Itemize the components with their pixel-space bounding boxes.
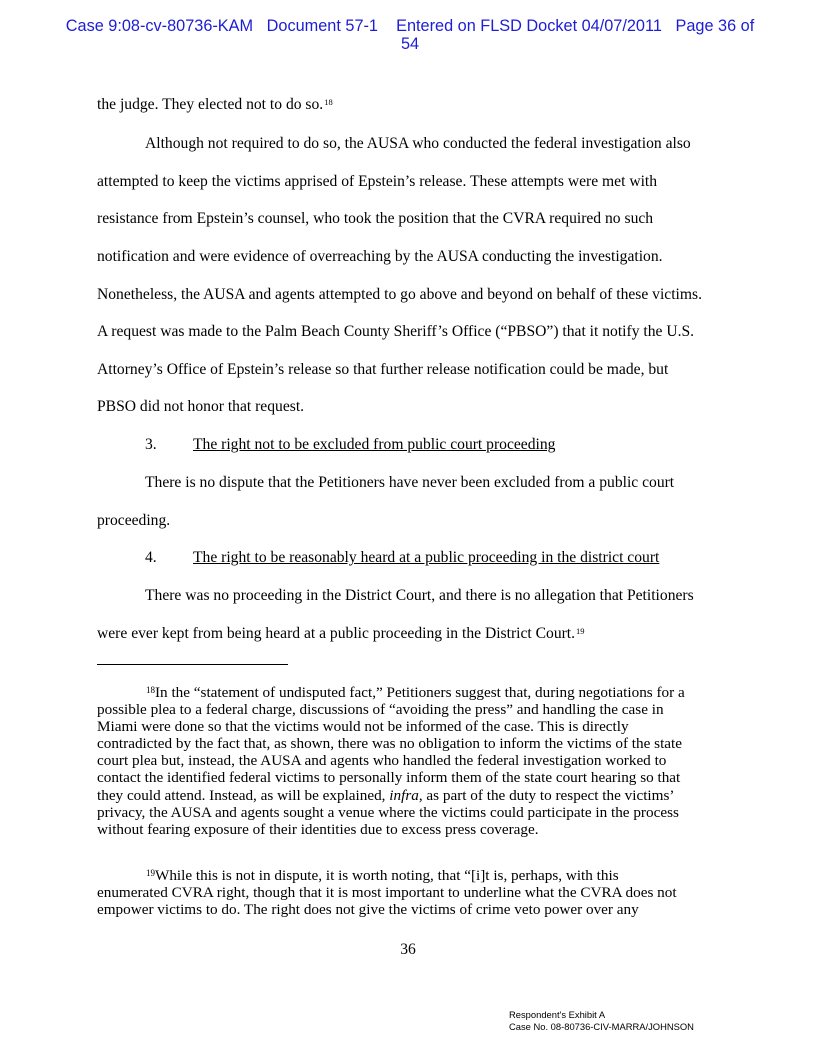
footnote-19-number: 19 <box>146 868 155 878</box>
body-line: A request was made to the Palm Beach County Sheriff’s Office (“PBSO”) that it notify the U.S. <box>97 323 695 340</box>
body-line: PBSO did not honor that request. <box>97 398 305 415</box>
case-number: Case 9:08-cv-80736-KAM <box>65 17 254 35</box>
page-count: Page 36 of <box>675 17 755 35</box>
footnote-ref-18: 18 <box>324 97 333 107</box>
italic-infra: infra <box>389 786 419 804</box>
section-3-heading: The right not to be excluded from public court proceeding <box>193 436 556 453</box>
body-line: Nonetheless, the AUSA and agents attempted to go above and beyond on behalf of these victims. <box>97 286 702 303</box>
footnote-18-number: 18 <box>146 685 155 695</box>
section-4-heading: The right to be reasonably heard at a public proceeding in the district court <box>193 549 660 566</box>
footnote-separator <box>97 664 288 665</box>
body-line: the judge. They elected not to do so.$^{18}$ <box>97 96 333 113</box>
document-number: Document 57-1 <box>266 17 378 35</box>
body-line: Although not required to do so, the AUSA who conducted the federal investigation also <box>145 135 691 152</box>
body-line: There was no proceeding in the District Court, and there is no allegation that Petitioners <box>145 587 694 604</box>
ecf-header-stamp <box>60 17 760 53</box>
body-line: proceeding. <box>97 512 171 529</box>
body-line: There is no dispute that the Petitioners have never been excluded from a public court <box>145 474 675 491</box>
section-3-number: 3. <box>145 436 157 453</box>
body-line: were ever kept from being heard at a public proceeding in the District Court.$^{19}$ <box>97 625 585 642</box>
section-4-number: 4. <box>145 549 157 566</box>
body-line: Attorney’s Office of Epstein’s release so that further release notification could be made, but <box>97 361 669 378</box>
body-line: attempted to keep the victims apprised of Epstein’s release. These attempts were met with <box>97 173 658 190</box>
exhibit-case-number: Case No. 08-80736-CIV-MARRA/JOHNSON <box>509 1021 694 1032</box>
docket-entry: Entered on FLSD Docket 04/07/2011 <box>396 17 662 35</box>
page-number: 36 <box>400 941 416 958</box>
body-line: resistance from Epstein’s counsel, who took the position that the CVRA required no such <box>97 210 654 227</box>
body-line: notification and were evidence of overreaching by the AUSA conducting the investigation. <box>97 248 663 265</box>
footnote-18: $^{18}$In the “statement of undisputed fact,” Petitioners suggest that, during negotiations for a possible plea to a federal charge, discussions of “avoiding the press” and handling the case in Miami were done so that the victims would not be informed of the case. This is directly contradicted by the fact that, as shown, there was no obligation to inform the victims of the state court plea but, instead, the AUSA and agents who handled the federal investigation worked to contact the identified federal victims to personally inform them of the state court hearing so that they could attend. Instead, as will be explained, infra, as part of the duty to respect the victims’ privacy, the AUSA and agents sought a venue where the victims could participate in the process without fearing exposure of their identities due to excess press coverage. <box>97 684 685 838</box>
page-total: 54 <box>400 35 420 53</box>
exhibit-label: Respondent's Exhibit A <box>509 1009 606 1020</box>
footnote-ref-19: 19 <box>576 626 585 636</box>
ecf-header-line-1 <box>60 17 760 35</box>
exhibit-stamp <box>509 1009 694 1033</box>
footnote-19: $^{19}$While this is not in dispute, it is worth noting, that “[i]t is, perhaps, with this enumerated CVRA right, though that it is most important to underline what the CVRA does not empower victims to do. The right does not give the victims of crime veto power over any <box>97 867 677 919</box>
